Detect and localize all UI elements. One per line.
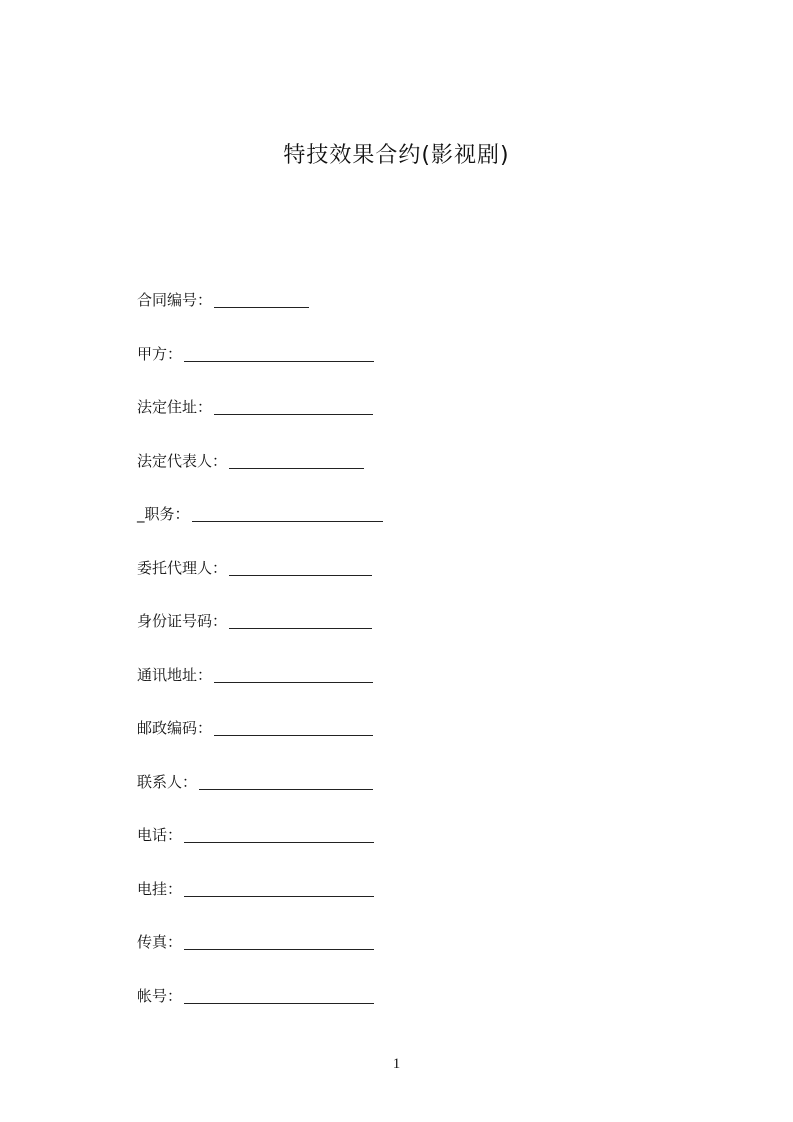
fill-in-blank[interactable] <box>214 665 373 683</box>
field-contact-person <box>137 772 657 826</box>
fill-in-blank[interactable] <box>184 825 374 843</box>
field-label: 电话： <box>137 826 183 844</box>
field-label: 电挂： <box>137 879 183 898</box>
fill-in-blank[interactable] <box>199 772 373 790</box>
fill-in-blank[interactable] <box>214 718 373 736</box>
field-account-number <box>137 986 657 1040</box>
field-id-number <box>137 611 657 665</box>
field-authorized-agent <box>137 558 657 612</box>
document-title: 特技效果合约(影视剧) <box>283 143 510 168</box>
field-position <box>137 504 657 558</box>
field-label: 邮政编码： <box>137 719 213 737</box>
field-label: 身份证号码： <box>137 612 228 630</box>
field-label: 帐号： <box>137 986 183 1005</box>
field-label: 委托代理人： <box>137 558 228 577</box>
fill-in-blank[interactable] <box>184 879 374 897</box>
field-label: 传真： <box>137 933 183 951</box>
fill-in-blank[interactable] <box>229 558 372 576</box>
fill-in-blank[interactable] <box>184 986 374 1004</box>
field-mailing-address <box>137 665 657 719</box>
fill-in-blank[interactable] <box>229 611 372 629</box>
party-info-form <box>137 290 657 1039</box>
field-party-a <box>137 344 657 398</box>
field-label: 联系人： <box>137 772 198 791</box>
field-fax <box>137 932 657 986</box>
fill-in-blank[interactable] <box>229 451 364 469</box>
fill-in-blank[interactable] <box>184 344 374 362</box>
page-number: 1 <box>392 1056 401 1072</box>
fill-in-blank[interactable] <box>214 397 373 415</box>
field-label: 甲方： <box>137 344 183 363</box>
field-label: 法定代表人： <box>137 451 228 470</box>
field-label: 法定住址： <box>137 398 213 416</box>
field-telephone <box>137 825 657 879</box>
field-postal-code <box>137 718 657 772</box>
fill-in-blank[interactable] <box>184 932 374 950</box>
field-legal-representative <box>137 451 657 505</box>
fill-in-blank[interactable] <box>192 504 383 522</box>
field-legal-address <box>137 397 657 451</box>
fill-in-blank[interactable] <box>214 290 309 308</box>
field-label: 合同编号： <box>137 291 213 309</box>
field-label: _职务： <box>137 505 190 523</box>
field-contract-number <box>137 290 657 344</box>
field-cable-address <box>137 879 657 933</box>
field-label: 通讯地址： <box>137 665 213 684</box>
